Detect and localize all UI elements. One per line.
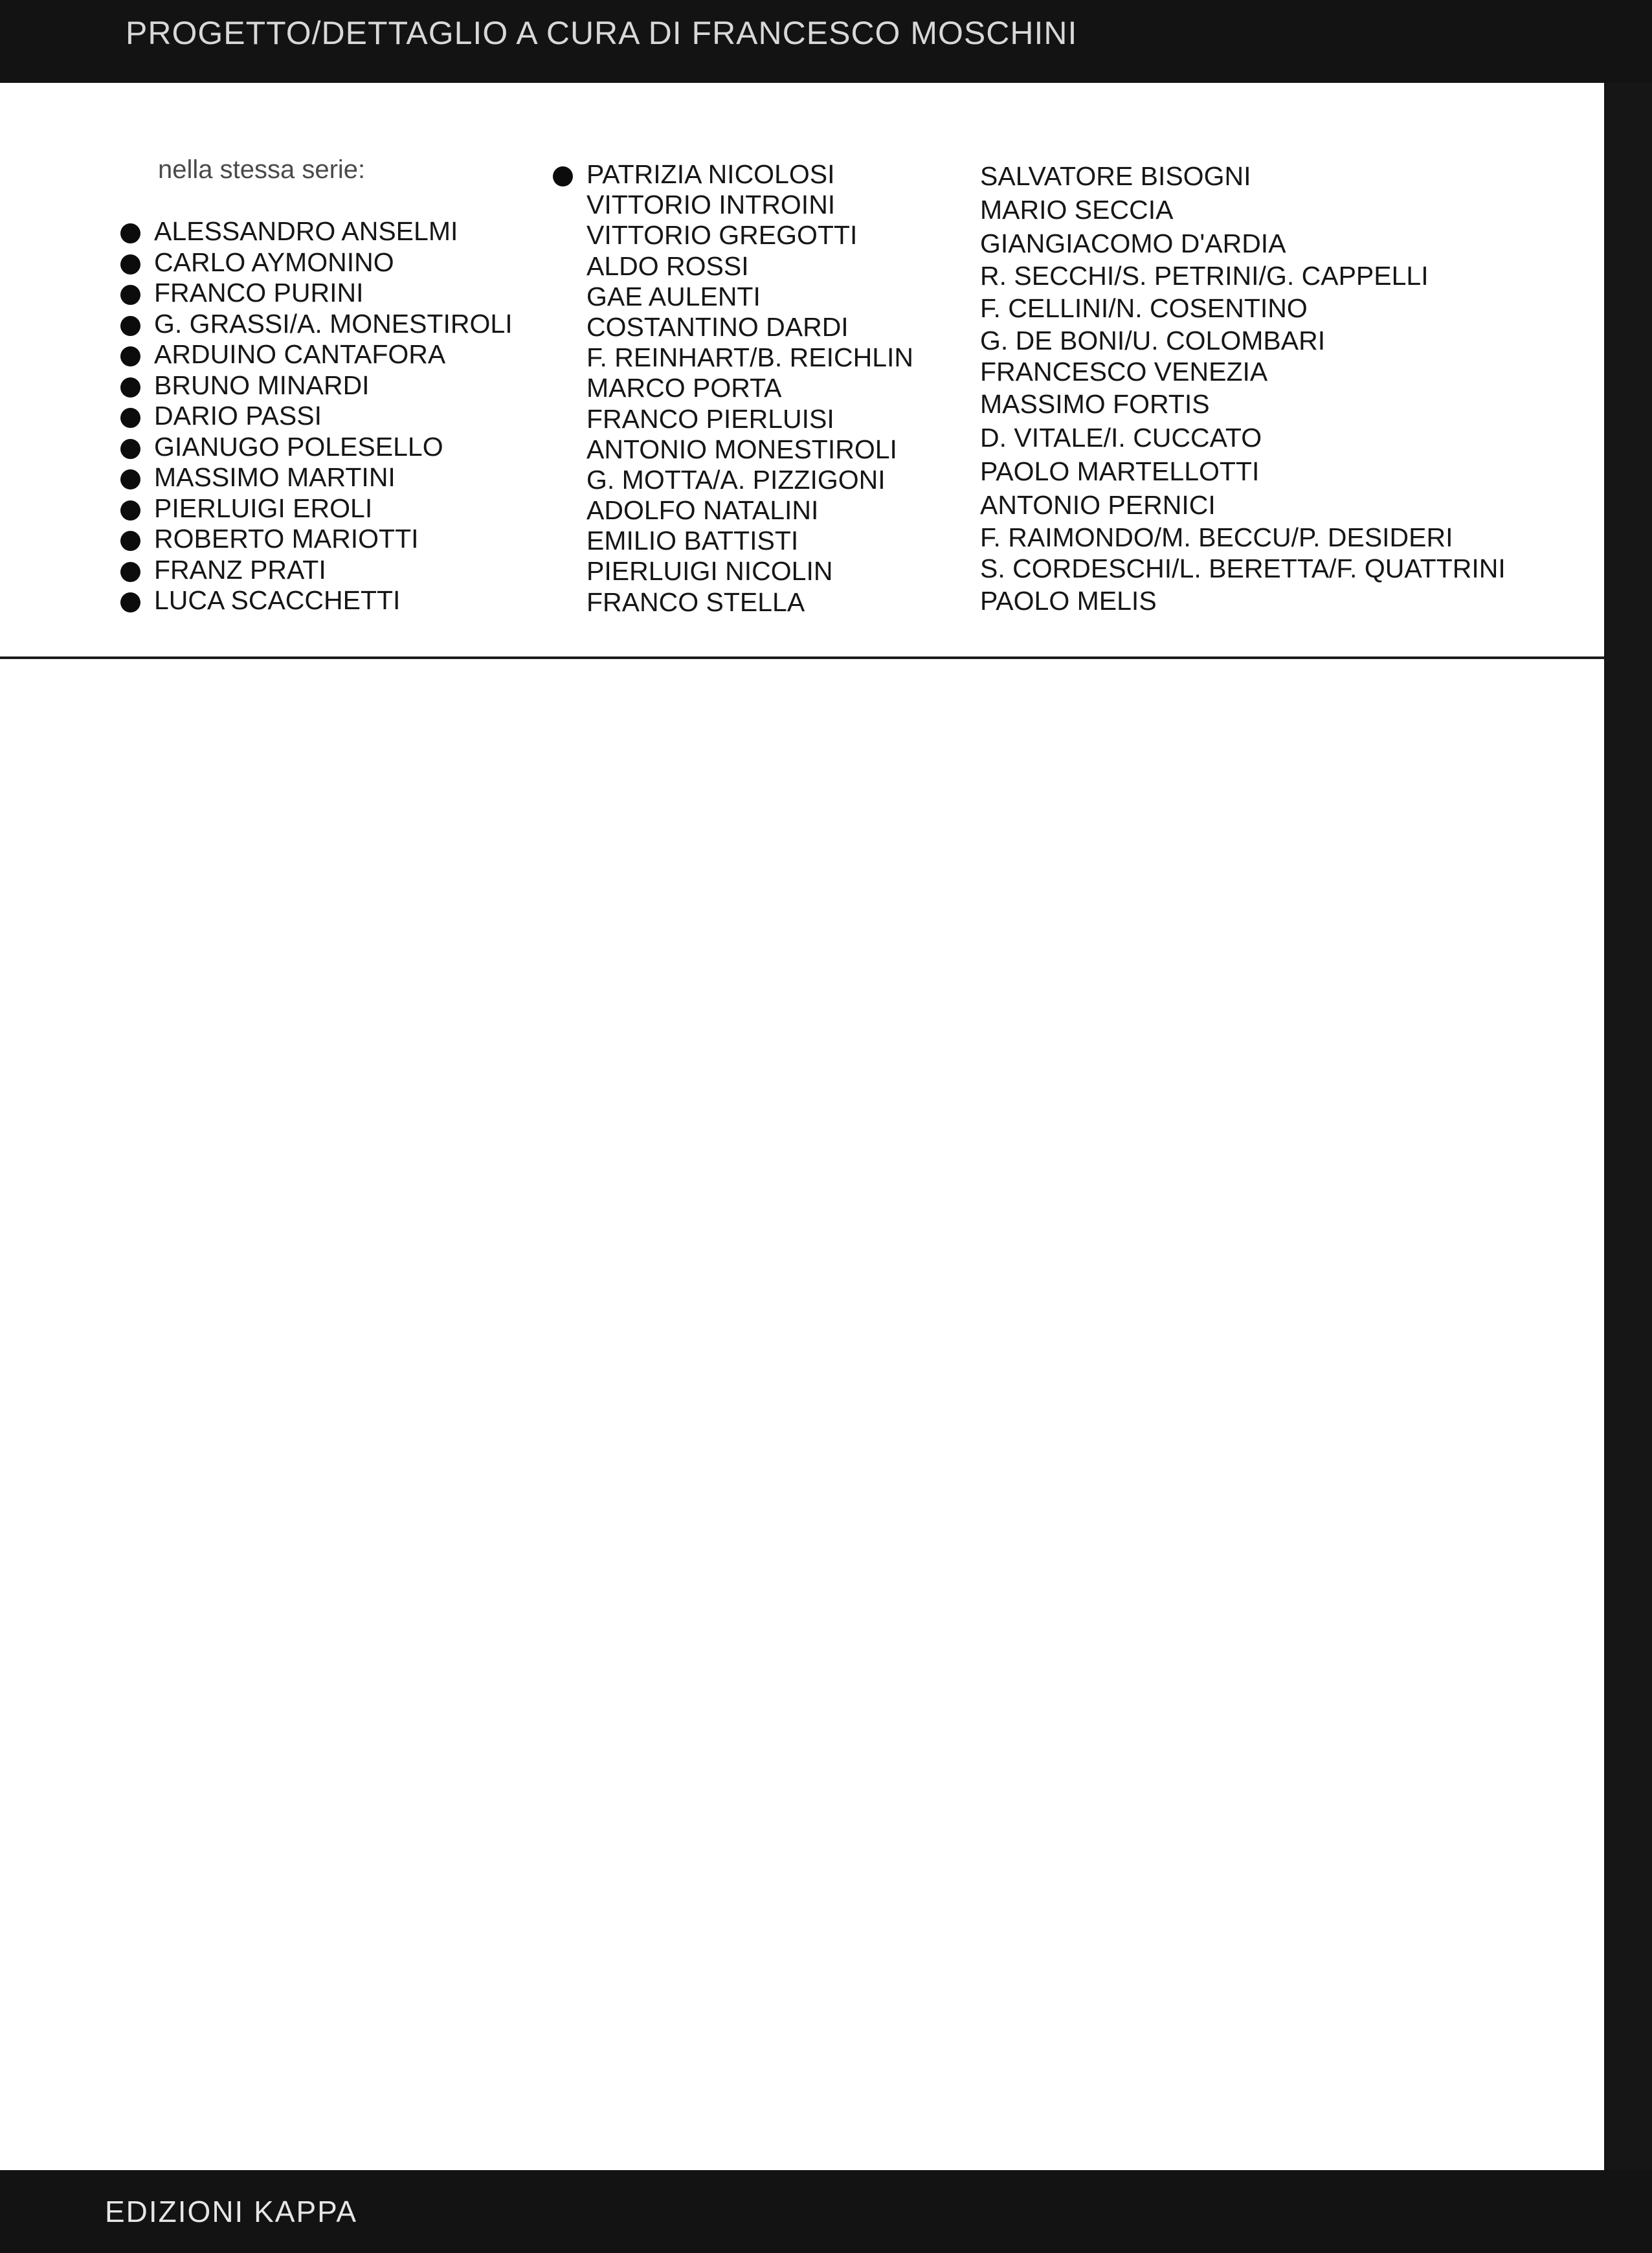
list-item: PATRIZIA NICOLOSI <box>586 159 913 190</box>
list-item: FRANCO PIERLUISI <box>586 403 834 434</box>
list-item: G. MOTTA/A. PIZZIGONI <box>586 464 886 495</box>
list-item: G. DE BONI/U. COLOMBARI <box>980 326 1326 355</box>
horizontal-divider <box>0 656 1604 659</box>
list-item: GAE AULENTI <box>586 281 761 311</box>
list-item: BRUNO MINARDI <box>154 370 513 401</box>
list-item: PIERLUIGI EROLI <box>154 493 513 524</box>
list-item: MASSIMO FORTIS <box>980 389 1210 419</box>
list-item: F. RAIMONDO/M. BECCU/P. DESIDERI <box>980 522 1453 552</box>
author-list-right <box>980 159 1506 618</box>
author-list-left <box>154 216 513 616</box>
list-item: EMILIO BATTISTI <box>586 526 799 556</box>
series-title: PROGETTO/DETTAGLIO A CURA DI FRANCESCO MOSCHINI <box>126 15 1078 51</box>
author-list-middle <box>586 159 913 618</box>
list-item: ARDUINO CANTAFORA <box>154 339 513 370</box>
series-intro: nella stessa serie: <box>158 155 366 184</box>
list-item: LUCA SCACCHETTI <box>154 585 513 616</box>
list-item: ALDO ROSSI <box>586 251 749 281</box>
list-item: ANTONIO MONESTIROLI <box>586 434 897 464</box>
list-item: G. GRASSI/A. MONESTIROLI <box>154 308 513 339</box>
list-item: SALVATORE BISOGNI <box>980 161 1251 191</box>
list-item: DARIO PASSI <box>154 401 513 432</box>
list-item: S. CORDESCHI/L. BERETTA/F. QUATTRINI <box>980 554 1506 583</box>
right-edge-band <box>1604 83 1652 2253</box>
list-item: PAOLO MELIS <box>980 586 1157 616</box>
list-item: FRANCO PURINI <box>154 278 513 309</box>
list-item: ROBERTO MARIOTTI <box>154 524 513 555</box>
list-item: MASSIMO MARTINI <box>154 462 513 493</box>
list-item: GIANUGO POLESELLO <box>154 432 513 463</box>
list-item: MARCO PORTA <box>586 373 782 403</box>
list-item: FRANCO STELLA <box>586 587 805 617</box>
list-item: FRANCESCO VENEZIA <box>980 357 1268 387</box>
list-item: VITTORIO GREGOTTI <box>586 220 858 251</box>
list-item: D. VITALE/I. CUCCATO <box>980 423 1262 453</box>
publisher-name: EDIZIONI KAPPA <box>105 2195 358 2228</box>
list-item: COSTANTINO DARDI <box>586 311 849 342</box>
list-item: FRANZ PRATI <box>154 555 513 586</box>
list-item: F. REINHART/B. REICHLIN <box>586 342 913 373</box>
list-item: ANTONIO PERNICI <box>980 490 1216 520</box>
list-item: ALESSANDRO ANSELMI <box>154 216 513 247</box>
list-item: ADOLFO NATALINI <box>586 495 819 526</box>
list-item: PIERLUIGI NICOLIN <box>586 556 833 587</box>
list-item: VITTORIO INTROINI <box>586 190 836 220</box>
list-item: F. CELLINI/N. COSENTINO <box>980 293 1308 323</box>
list-item: PAOLO MARTELLOTTI <box>980 456 1260 486</box>
list-item: R. SECCHI/S. PETRINI/G. CAPPELLI <box>980 261 1429 291</box>
list-item: CARLO AYMONINO <box>154 247 513 278</box>
list-item: MARIO SECCIA <box>980 195 1174 225</box>
list-item: GIANGIACOMO D'ARDIA <box>980 229 1286 258</box>
